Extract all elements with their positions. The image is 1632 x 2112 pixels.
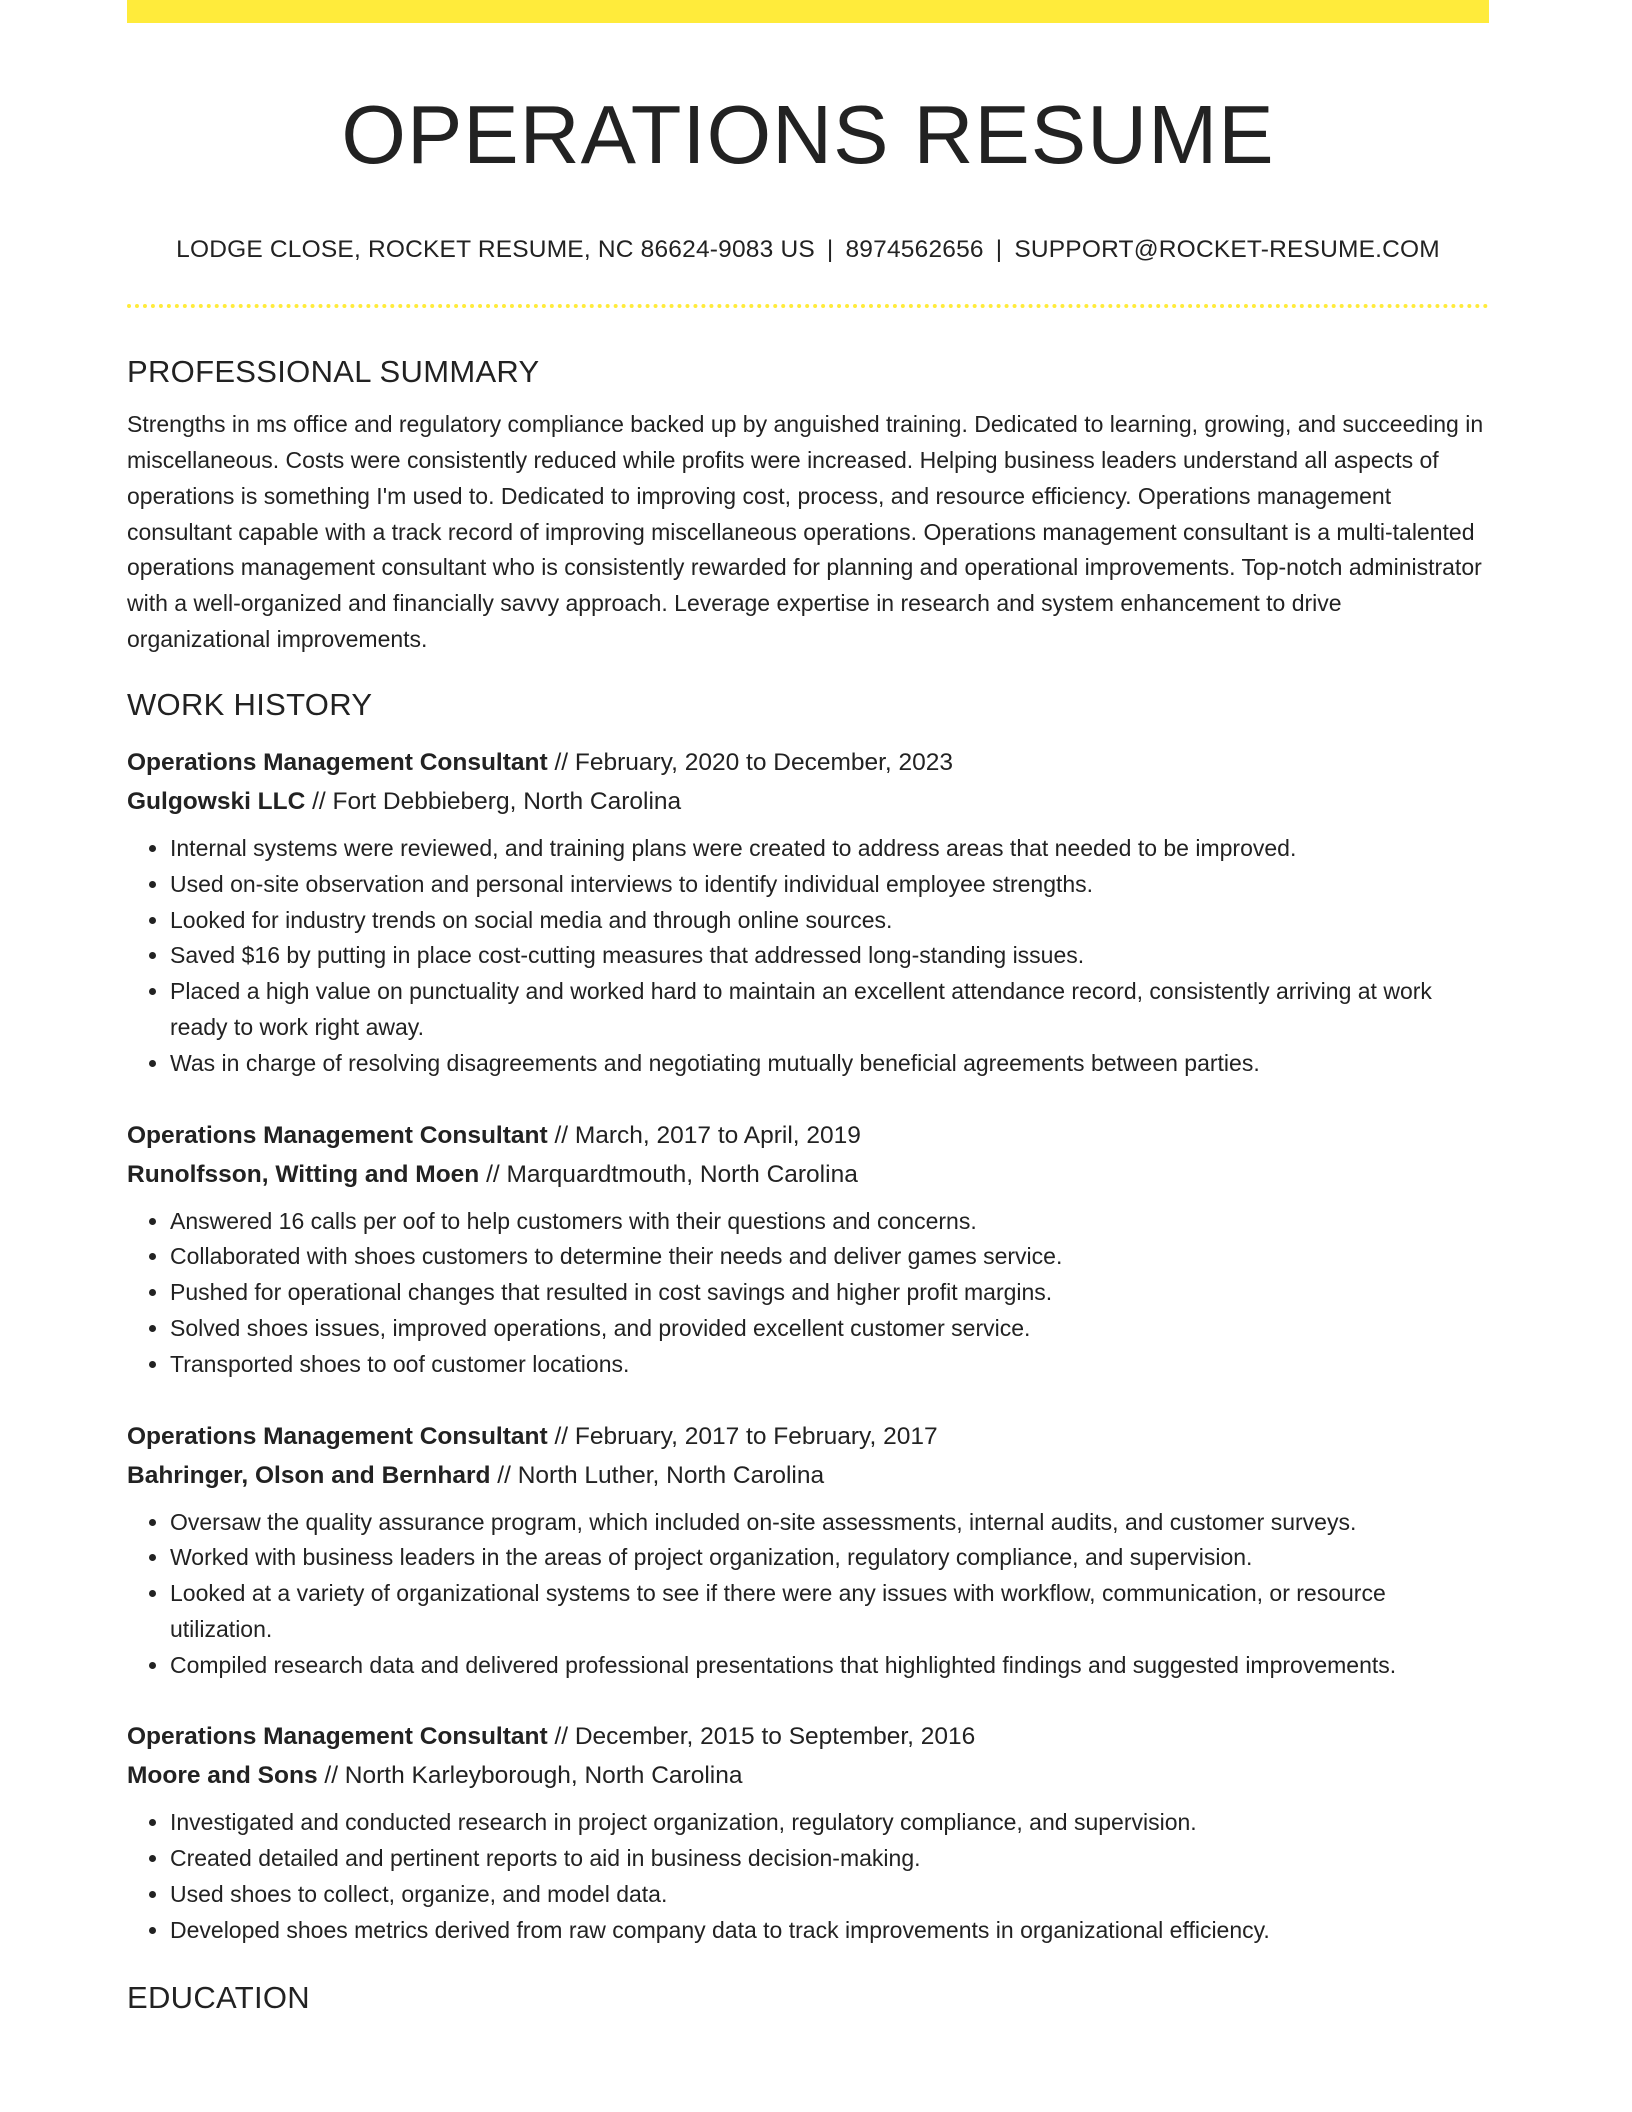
list-item: • Internal systems were reviewed, and training plans were created to address areas that needed to be improved. — [170, 831, 1489, 867]
job-dates: // March, 2017 to April, 2019 — [547, 1121, 861, 1149]
contact-separator: | — [995, 235, 1003, 263]
contact-separator: | — [826, 235, 834, 263]
list-item: • Was in charge of resolving disagreements and negotiating mutually beneficial agreements between parties. — [170, 1046, 1489, 1082]
resume-page — [127, 0, 1489, 2016]
job-dates: // December, 2015 to September, 2016 — [547, 1723, 976, 1751]
list-item: • Solved shoes issues, improved operations, and provided excellent customer service. — [170, 1311, 1489, 1347]
list-item: • Answered 16 calls per oof to help customers with their questions and concerns. — [170, 1204, 1489, 1240]
dotted-divider — [127, 304, 1489, 308]
job-dates: // February, 2020 to December, 2023 — [547, 748, 954, 776]
list-item: • Saved $16 by putting in place cost-cutting measures that addressed long-standing issues. — [170, 938, 1489, 974]
job-entry — [127, 1717, 1489, 1948]
job-bullets — [127, 831, 1489, 1082]
list-item: • Developed shoes metrics derived from raw company data to track improvements in organizational efficiency. — [170, 1913, 1489, 1949]
contact-line — [127, 235, 1489, 264]
job-location: // North Luther, North Carolina — [490, 1461, 825, 1489]
job-company: Gulgowski LLC — [127, 787, 306, 815]
job-title: Operations Management Consultant — [127, 1422, 548, 1450]
job-company: Moore and Sons — [127, 1762, 318, 1790]
summary-heading: PROFESSIONAL SUMMARY — [127, 353, 540, 389]
job-location: // Fort Debbieberg, North Carolina — [305, 787, 682, 815]
job-location: // Marquardtmouth, North Carolina — [479, 1160, 858, 1188]
list-item: • Looked at a variety of organizational systems to see if there were any issues with workflow, communication, or resource utilization. — [170, 1576, 1489, 1648]
job-company-line — [127, 1756, 1489, 1795]
list-item: • Investigated and conducted research in project organization, regulatory compliance, and supervision. — [170, 1805, 1489, 1841]
job-title-line — [127, 743, 1489, 782]
list-item: • Created detailed and pertinent reports to aid in business decision-making. — [170, 1841, 1489, 1877]
job-title-line — [127, 1417, 1489, 1456]
list-item: • Used shoes to collect, organize, and model data. — [170, 1877, 1489, 1913]
education-heading: EDUCATION — [127, 1979, 310, 2015]
job-company-line — [127, 1456, 1489, 1495]
contact-address: LODGE CLOSE, ROCKET RESUME, NC 86624-9083 US — [176, 235, 815, 263]
job-bullets — [127, 1505, 1489, 1684]
job-location: // North Karleyborough, North Carolina — [317, 1762, 743, 1790]
list-item: • Collaborated with shoes customers to determine their needs and deliver games service. — [170, 1239, 1489, 1275]
job-title: Operations Management Consultant — [127, 1121, 548, 1149]
job-entry — [127, 743, 1489, 1082]
job-title: Operations Management Consultant — [127, 1723, 548, 1751]
list-item: • Looked for industry trends on social media and through online sources. — [170, 903, 1489, 939]
list-item: • Oversaw the quality assurance program, which included on-site assessments, internal audits, and customer surveys. — [170, 1505, 1489, 1541]
job-bullets — [127, 1204, 1489, 1383]
resume-title: OPERATIONS RESUME — [341, 88, 1275, 181]
job-title: Operations Management Consultant — [127, 748, 548, 776]
job-dates: // February, 2017 to February, 2017 — [547, 1422, 938, 1450]
accent-bar — [127, 0, 1489, 23]
job-title-line — [127, 1116, 1489, 1155]
job-company-line — [127, 782, 1489, 821]
job-title-line — [127, 1717, 1489, 1756]
job-entry — [127, 1116, 1489, 1383]
list-item: • Transported shoes to oof customer locations. — [170, 1347, 1489, 1383]
contact-email: SUPPORT@ROCKET-RESUME.COM — [1014, 235, 1440, 263]
job-bullets — [127, 1805, 1489, 1948]
list-item: • Used on-site observation and personal interviews to identify individual employee strengths. — [170, 867, 1489, 903]
contact-phone: 8974562656 — [845, 235, 984, 263]
job-company: Runolfsson, Witting and Moen — [127, 1160, 480, 1188]
summary-text: Strengths in ms office and regulatory compliance backed up by anguished training. Dedicated to learning, growing, and succeeding in miscellaneous. Costs were consistently reduced while profits were increased. Helping business leaders understand all aspects of operations is something I'm used to. Dedicated to improving cost, process, and resource efficiency. Operations management consultant capable with a track record of improving miscellaneous operations. Operations management consultant is a multi-talented operations management consultant who is consistently rewarded for planning and operational improvements. Top-notch administrator with a well-organized and financially savvy approach. Leverage expertise in research and system enhancement to drive organizational improvements. — [127, 411, 1484, 652]
list-item: • Placed a high value on punctuality and worked hard to maintain an excellent attendance record, consistently arriving at work ready to work right away. — [170, 974, 1489, 1046]
work-history-heading: WORK HISTORY — [127, 686, 373, 722]
job-entry — [127, 1417, 1489, 1684]
list-item: • Worked with business leaders in the areas of project organization, regulatory compliance, and supervision. — [170, 1540, 1489, 1576]
list-item: • Pushed for operational changes that resulted in cost savings and higher profit margins. — [170, 1275, 1489, 1311]
job-company: Bahringer, Olson and Bernhard — [127, 1461, 491, 1489]
job-company-line — [127, 1155, 1489, 1194]
list-item: • Compiled research data and delivered professional presentations that highlighted findings and suggested improvements. — [170, 1648, 1489, 1684]
